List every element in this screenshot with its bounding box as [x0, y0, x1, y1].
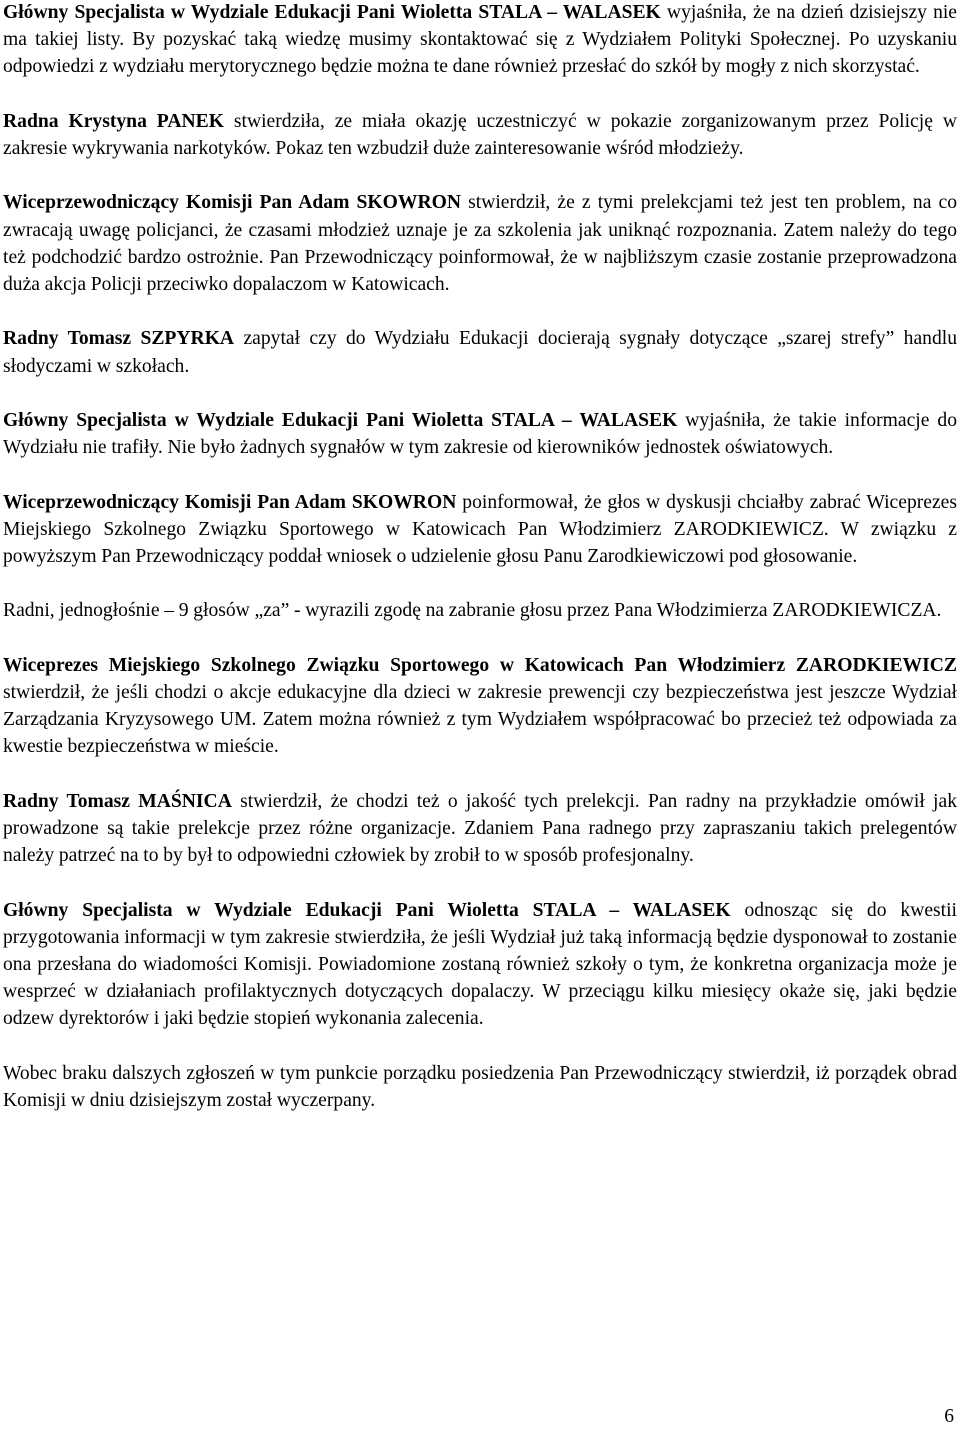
paragraph-text: zapytał czy do Wydziału Edukacji docierają sygnały dotyczące „szarej strefy” handlu słodyczami w szkołach.: [3, 328, 957, 377]
speaker-name: Radna Krystyna PANEK: [3, 110, 224, 132]
speaker-name: Radny Tomasz MAŚNICA: [3, 790, 232, 812]
speaker-name: Główny Specjalista w Wydziale Edukacji Pani Wioletta STALA – WALASEK: [3, 899, 731, 921]
paragraph-9: [3, 788, 957, 870]
paragraph-10: [3, 897, 957, 1033]
paragraph-2: [3, 108, 957, 162]
speaker-name: Główny Specjalista w Wydziale Edukacji Pani Wioletta STALA – WALASEK: [3, 2, 661, 23]
paragraph-text: Wobec braku dalszych zgłoszeń w tym punkcie porządku posiedzenia Pan Przewodniczący stwierdził, iż porządek obrad Komisji w dniu dzisiejszym został wyczerpany.: [3, 1062, 957, 1111]
paragraph-11: [3, 1060, 957, 1114]
paragraph-4: [3, 325, 957, 379]
paragraph-text: poinformował, że głos w dyskusji chciałby zabrać Wiceprezes Miejskiego Szkolnego Związku Sportowego w Katowicach Pan Włodzimierz ZARODKIEWICZ. W związku z powyższym Pan Przewodniczący poddał wniosek o udzielenie głosu Panu Zarodkiewiczowi pod głosowanie.: [3, 491, 957, 567]
paragraph-8: [3, 652, 957, 761]
paragraph-3: [3, 189, 957, 298]
paragraph-text: wyjaśniła, że takie informacje do Wydziału nie trafiły. Nie było żadnych sygnałów w tym zakresie od kierowników jednostek oświatowych.: [3, 409, 957, 459]
paragraph-1: [3, 0, 957, 81]
paragraph-text: stwierdził, że chodzi też o jakość tych prelekcji. Pan radny na przykładzie omówił jak prowadzone są takie prelekcje przez różne organizacje. Zdaniem Pana radnego przy zapraszaniu takich prelegentów należy patrzeć na to by był to odpowiedni człowiek by zrobił to w sposób profesjonalny.: [3, 790, 957, 867]
speaker-name: Radny Tomasz SZPYRKA: [3, 328, 235, 350]
paragraph-text: Radni, jednogłośnie – 9 głosów „za” - wyrazili zgodę na zabranie głosu przez Pana Włodzimierza ZARODKIEWICZA.: [3, 600, 942, 622]
paragraph-text: odnosząc się do kwestii przygotowania informacji w tym zakresie stwierdziła, że jeśli Wydział już taką informacją będzie dysponował to zostanie ona przesłana do wiadomości Komisji. Powiadomione zostaną również szkoły o tym, że konkretna organizacja może je wesprzeć w działaniach profilaktycznych dotyczących dopalaczy. W przeciągu kilku miesięcy okaże się, jaki będzie odzew dyrektorów i jaki będzie stopień wykonania zalecenia.: [3, 899, 957, 1030]
page-number: 6: [944, 1406, 954, 1427]
speaker-name: Wiceprezes Miejskiego Szkolnego Związku Sportowego w Katowicach Pan Włodzimierz ZARODKIEWICZ: [3, 654, 957, 676]
paragraph-text: stwierdził, że z tymi prelekcjami też jest ten problem, na co zwracają uwagę policjanci, że czasami młodzież uznaje je za szkolenia jak uniknąć rozpoznania. Zatem należy do tego też podchodzić bardzo ostrożnie. Pan Przewodniczący poinformował, że w najbliższym czasie zostanie przeprowadzona duża akcja Policji przeciwko dopalaczom w Katowicach.: [3, 192, 957, 295]
speaker-name: Wiceprzewodniczący Komisji Pan Adam SKOWRON: [3, 192, 462, 214]
paragraph-text: wyjaśniła, że na dzień dzisiejszy nie ma takiej listy. By pozyskać taką wiedzę musimy skontaktować się z Wydziałem Polityki Społecznej. Po uzyskaniu odpowiedzi z wydziału merytorycznego będzie można te dane również przesłać do szkół by mogły z nich skorzystać.: [3, 2, 958, 78]
speaker-name: Wiceprzewodniczący Komisji Pan Adam SKOWRON: [3, 491, 457, 513]
paragraph-text: stwierdził, że jeśli chodzi o akcje edukacyjne dla dzieci w zakresie prewencji czy bezpieczeństwa jest jeszcze Wydział Zarządzania Kryzysowego UM. Zatem można również z tym Wydziałem współpracować bo przecież też odpowiada za kwestie bezpieczeństwa w mieście.: [3, 681, 957, 758]
paragraph-text: stwierdziła, ze miała okazję uczestniczyć w pokazie zorganizowanym przez Policję w zakresie wykrywania narkotyków. Pokaz ten wzbudził duże zainteresowanie wśród młodzieży.: [3, 110, 957, 159]
paragraph-7: [3, 597, 957, 624]
speaker-name: Główny Specjalista w Wydziale Edukacji Pani Wioletta STALA – WALASEK: [3, 409, 678, 431]
paragraph-5: [3, 407, 957, 461]
paragraph-6: [3, 489, 957, 571]
document-page: [3, 0, 957, 1141]
